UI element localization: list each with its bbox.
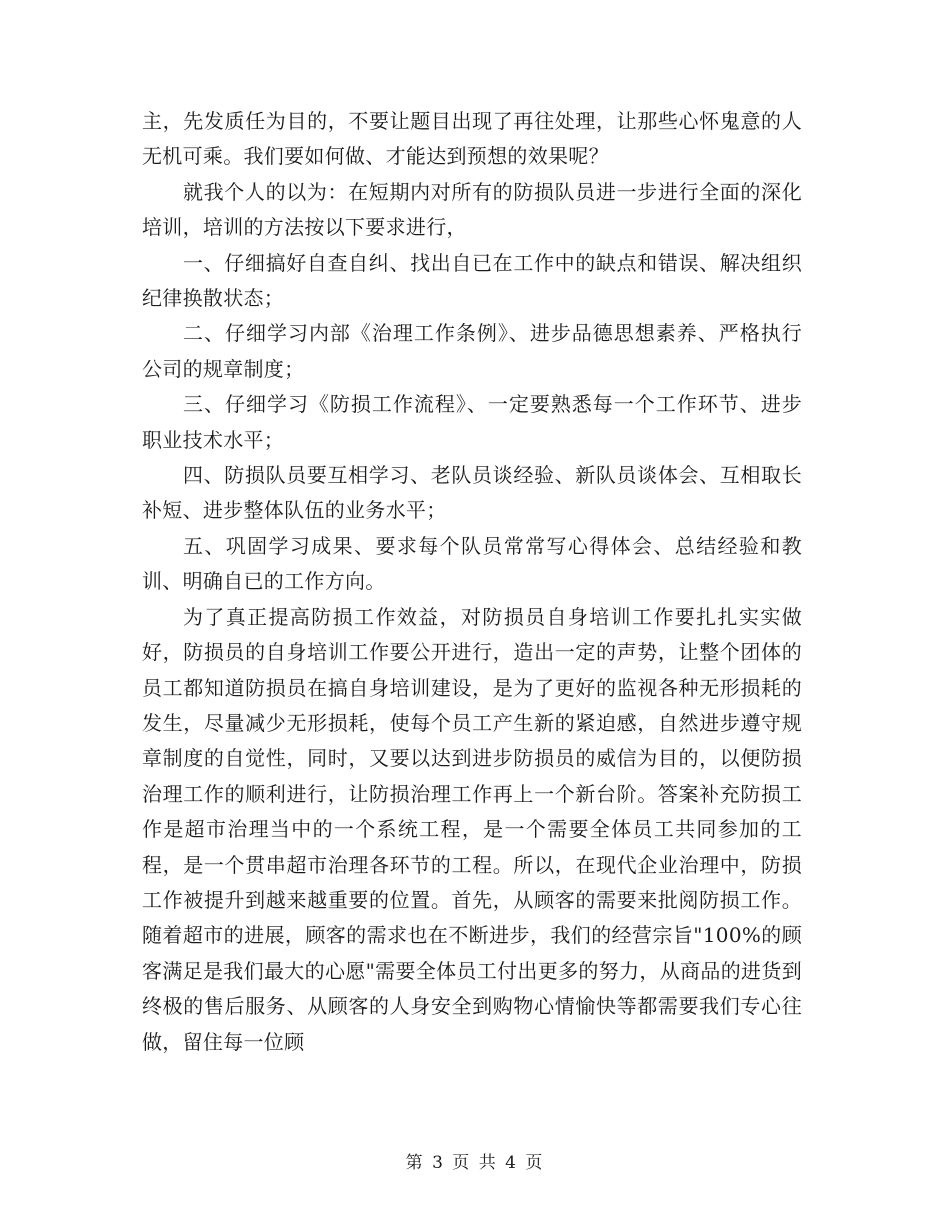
paragraph: 为了真正提高防损工作效益，对防损员自身培训工作要扎扎实实做好，防损员的自身培训工作要公开进行，造出一定的声势，让整个团体的员工都知道防损员在搞自身培训建设，是为了更好的监视各种无形损耗的发生，尽量减少无形损耗，使每个员工产生新的紧迫感，自然进步遵守规章制度的自觉性，同时，又要以达到进步防损员的威信为目的，以便防损治理工作的顺利进行，让防损治理工作再上一个新台阶。答案补充防损工作是超市治理当中的一个系统工程，是一个需要全体员工共同参加的工程，是一个贯串超市治理各环节的工程。所以，在现代企业治理中，防损工作被提升到越来越重要的位置。首先，从顾客的需要来批阅防损工作。随着超市的进展，顾客的需求也在不断进步，我们的经营宗旨"100%的顾客满足是我们最大的心愿"需要全体员工付出更多的努力，从商品的进货到终极的售后服务、从顾客的人身安全到购物心情愉快等都需要我们专心往做，留住每一位顾 <box>142 604 802 1054</box>
page-number-footer: 第 3 页 共 4 页 <box>405 1153 545 1173</box>
paragraph: 主，先发质任为目的，不要让题目出现了再往处理，让那些心怀鬼意的人无机可乘。我们要如何做、才能达到预想的效果呢？ <box>142 109 802 169</box>
document-body <box>142 104 802 1060</box>
paragraph: 五、巩固学习成果、要求每个队员常常写心得体会、总结经验和教训、明确自已的工作方向。 <box>142 533 802 594</box>
paragraph: 就我个人的以为：在短期内对所有的防损队员进一步进行全面的深化培训，培训的方法按以下要求进行， <box>142 179 802 240</box>
paragraph: 三、仔细学习《防损工作流程》、一定要熟悉每一个工作环节、进步职业技术水平； <box>142 392 802 452</box>
paragraph: 一、仔细搞好自查自纠、找出自已在工作中的缺点和错误、解决组织纪律换散状态； <box>142 250 802 311</box>
paragraph: 四、防损队员要互相学习、老队员谈经验、新队员谈体会、互相取长补短、进步整体队伍的业务水平； <box>142 463 802 523</box>
paragraph: 二、仔细学习内部《治理工作条例》、进步品德思想素养、严格执行公司的规章制度； <box>142 321 802 381</box>
